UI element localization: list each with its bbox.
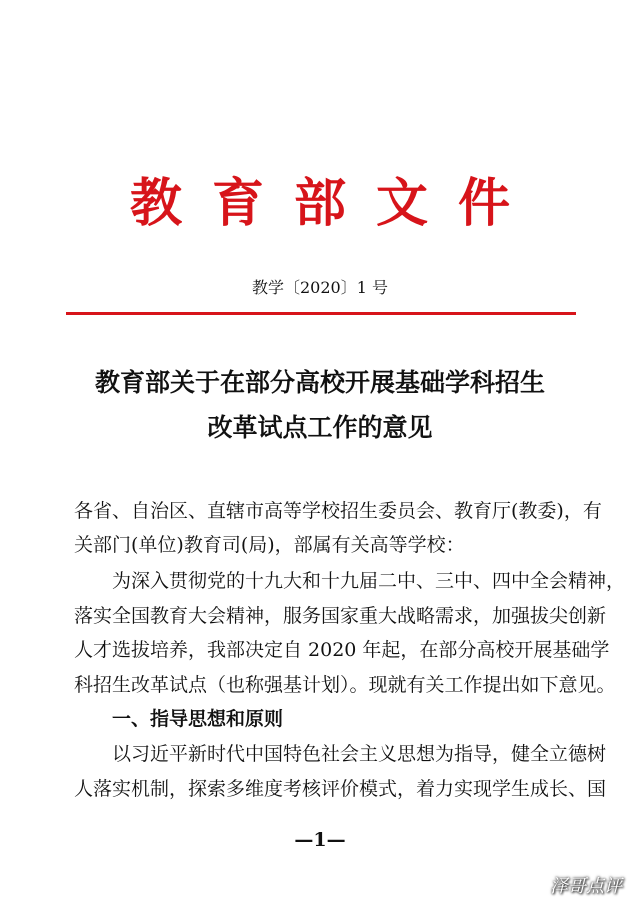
watermark — [522, 872, 622, 898]
body-line-addressee-1: 各省、自治区、直辖市高等学校招生委员会、教育厅(教委)，有 — [74, 500, 602, 522]
wechat-icon — [522, 875, 544, 895]
body-line-paragraph-2: 落实全国教育大会精神，服务国家重大战略需求，加强拔尖创新 — [74, 605, 607, 627]
document-title-line-2: 改革试点工作的意见 — [207, 413, 433, 442]
red-divider-rule — [66, 312, 576, 315]
body-line-paragraph-1: 为深入贯彻党的十九大和十九届二中、三中、四中全会精神， — [112, 570, 626, 592]
section-line-2: 人落实机制，探索多维度考核评价模式，着力实现学生成长、国 — [74, 778, 607, 800]
document-header-title: 教育部文件 — [129, 173, 540, 234]
watermark-text: 泽哥点评 — [550, 876, 622, 897]
document-title-line-1: 教育部关于在部分高校开展基础学科招生 — [94, 368, 545, 397]
document-number: 教学〔2020〕1 号 — [252, 278, 388, 297]
body-line-paragraph-3: 人才选拔培养，我部决定自 2020 年起，在部分高校开展基础学 — [74, 639, 610, 661]
body-line-paragraph-4: 科招生改革试点（也称强基计划）。现就有关工作提出如下意见。 — [74, 674, 616, 696]
section-heading: 一、指导思想和原则 — [112, 708, 284, 730]
section-line-1: 以习近平新时代中国特色社会主义思想为指导，健全立德树 — [112, 743, 607, 765]
page-number: —1— — [294, 829, 346, 851]
body-line-addressee-2: 关部门(单位)教育司(局)，部属有关高等学校： — [74, 534, 465, 556]
